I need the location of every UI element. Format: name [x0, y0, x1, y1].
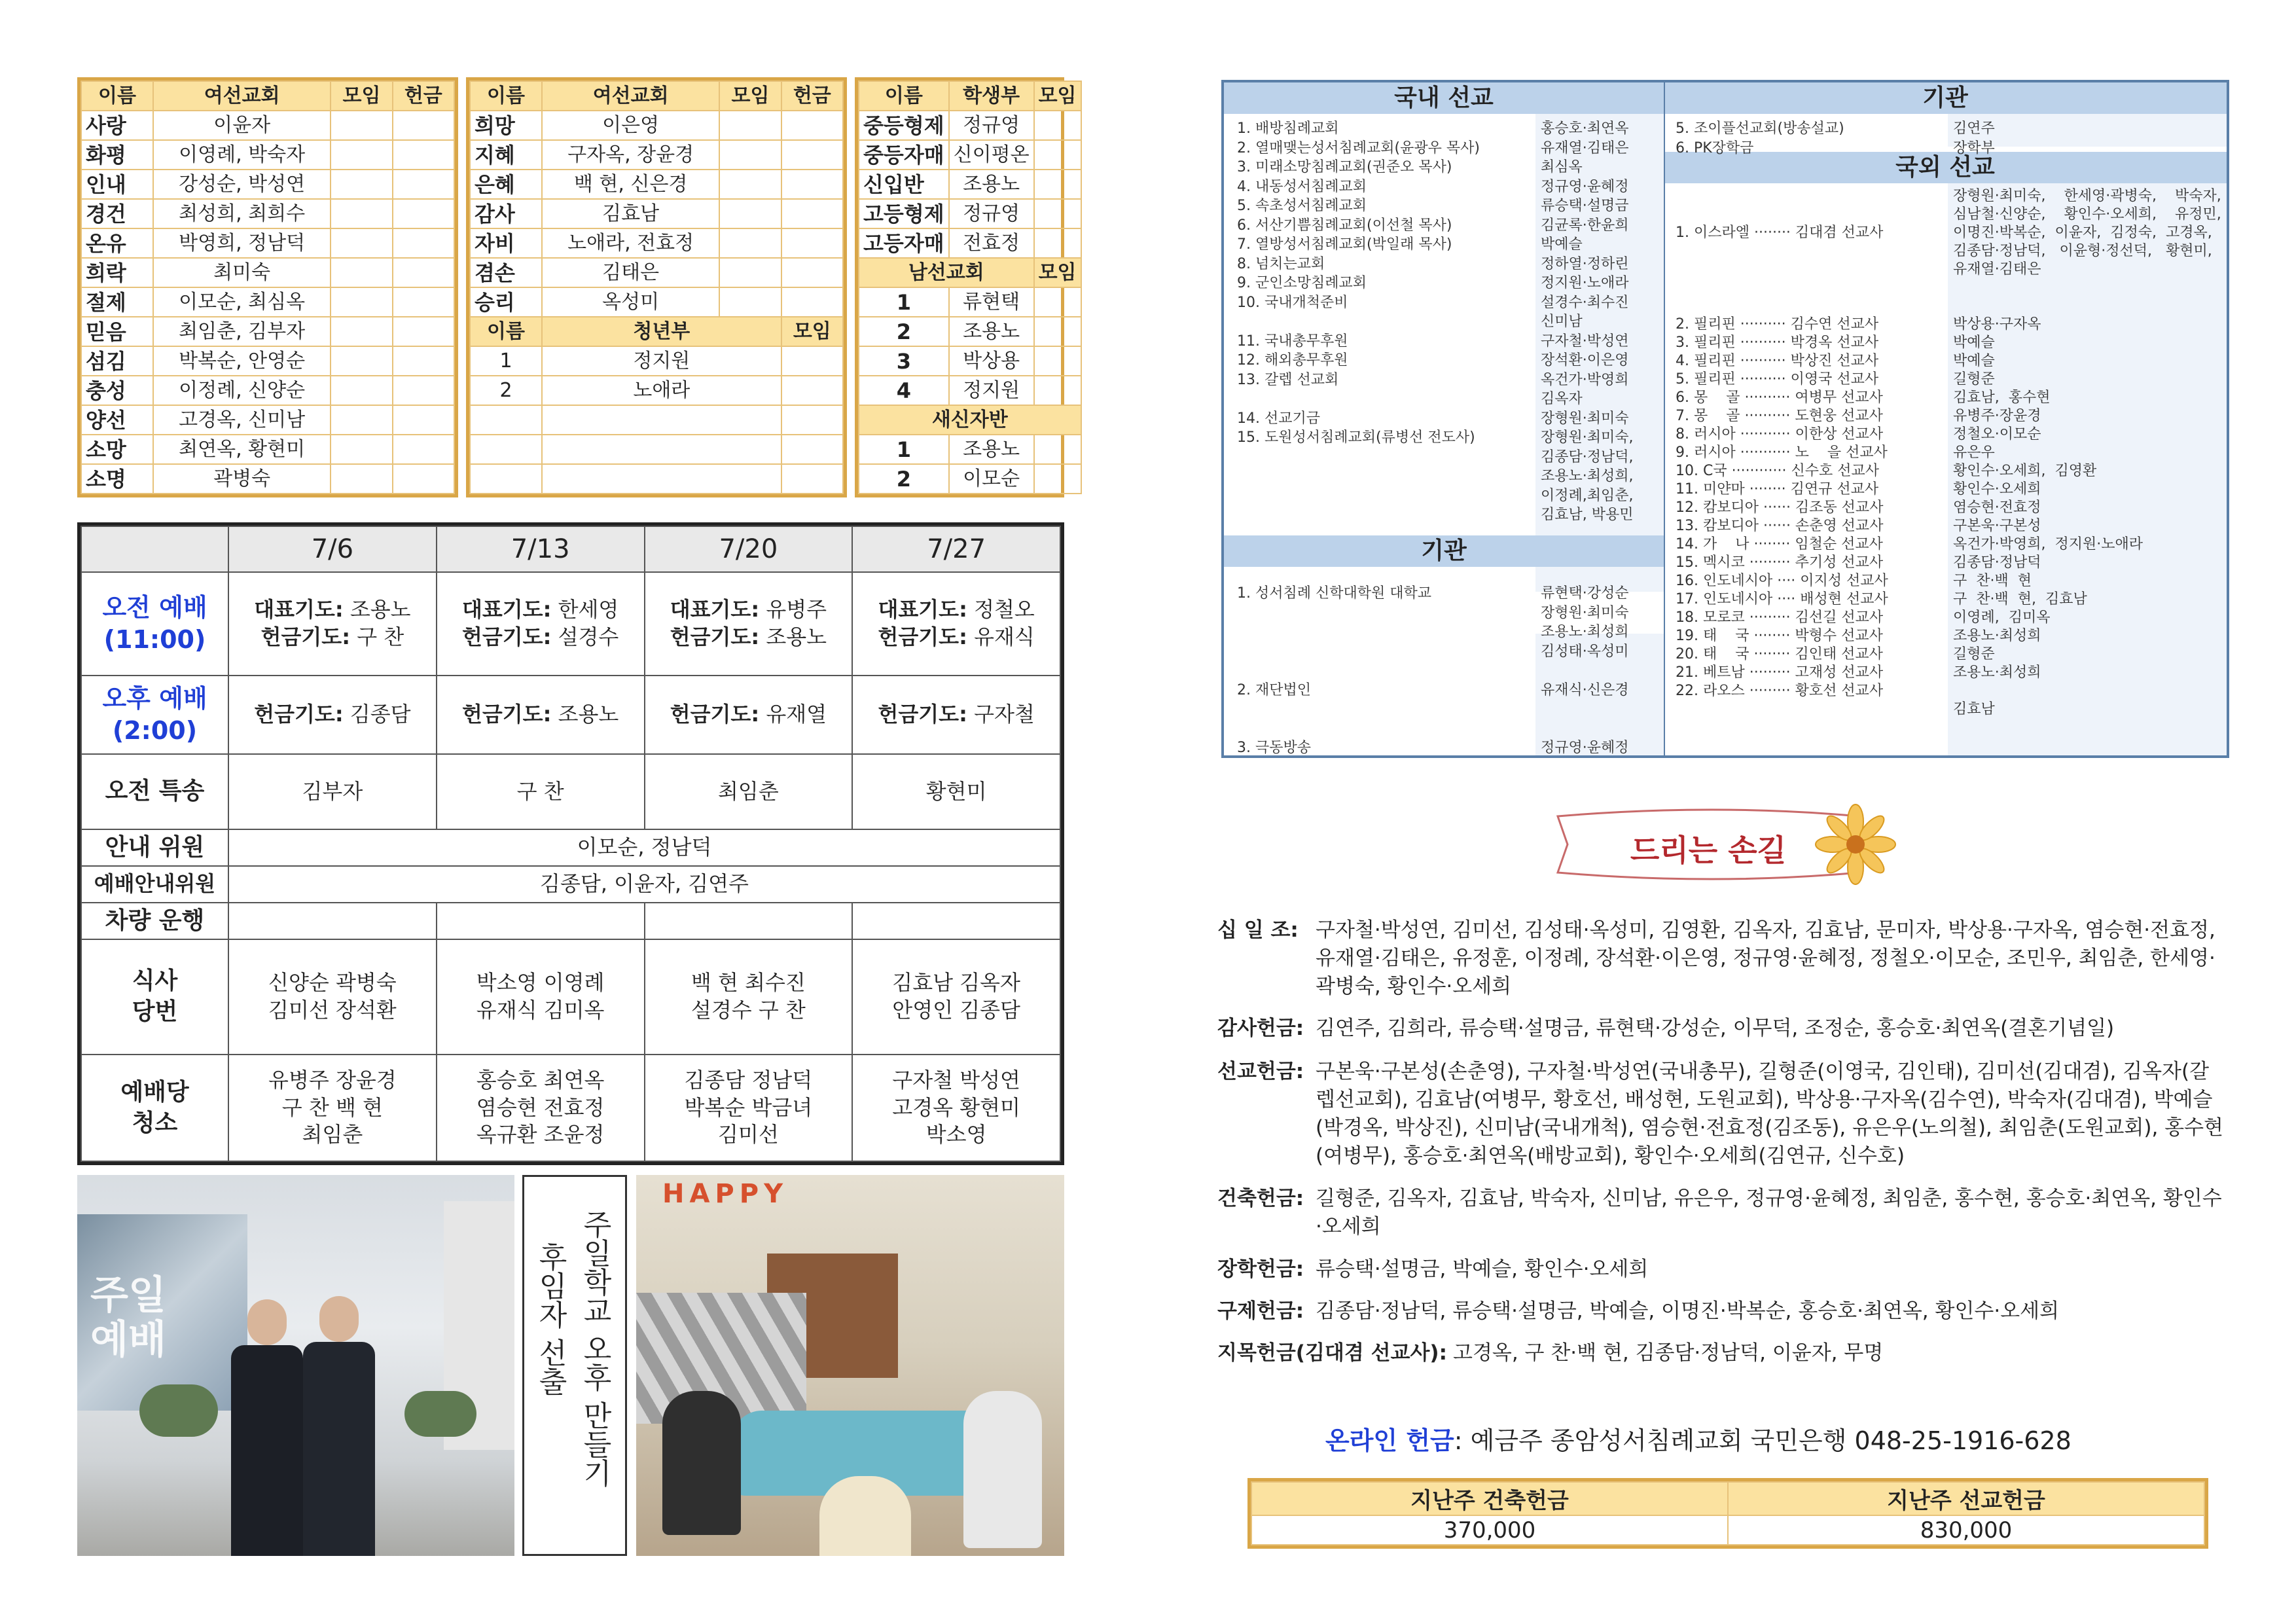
table-header: 이름 — [81, 81, 153, 111]
attendance-cell — [719, 111, 781, 140]
group-name: 은혜 — [470, 170, 542, 199]
car-label: 차량 운행 — [81, 903, 228, 939]
table-row — [859, 199, 1081, 228]
offering-cell — [781, 140, 843, 170]
org-names-bottom: 류현택·강성순 장형원·최미숙 조용노·최성희 김성태·옥성미 유재식·신은경 정규영·윤혜정 — [1541, 585, 1629, 756]
online-giving — [1325, 1420, 2242, 1456]
newcomer-number: 2 — [859, 464, 949, 494]
worship-schedule — [77, 522, 1064, 1165]
attendance-cell — [719, 287, 781, 317]
meal-cell: 박소영 이영례 유재식 김미옥 — [437, 939, 645, 1055]
attendance-cell — [1034, 376, 1081, 405]
group-members: 박영희, 정남덕 — [153, 228, 331, 258]
giving-label: 장학헌금: — [1217, 1257, 1304, 1281]
giving-item — [1217, 1339, 2225, 1369]
group-members: 김효남 — [542, 199, 719, 228]
empty-cell — [470, 435, 542, 464]
photo-banner: HAPPY — [662, 1179, 789, 1209]
meal-cell: 백 현 최수진 설경수 구 찬 — [645, 939, 853, 1055]
table-row — [81, 170, 454, 199]
table-row — [470, 170, 843, 199]
group-name: 경건 — [81, 199, 153, 228]
group-members: 노애라, 전효정 — [542, 228, 719, 258]
schedule-date: 7/13 — [437, 526, 645, 572]
photo-child — [963, 1391, 1042, 1548]
empty-cell — [781, 405, 843, 435]
cleaning-cell: 유병주 장윤경 구 찬 백 현 최임춘 — [228, 1055, 437, 1161]
class-teacher: 정규영 — [949, 111, 1034, 140]
table-row — [81, 140, 454, 170]
youth-member: 정지원 — [542, 346, 781, 376]
am-service-cell: 대표기도: 유병주 헌금기도: 조용노 — [645, 572, 853, 676]
table-row — [859, 317, 1081, 346]
attendance-cell — [781, 346, 843, 376]
group-name: 절제 — [81, 287, 153, 317]
am-service-cell: 대표기도: 조용노 헌금기도: 구 찬 — [228, 572, 437, 676]
table-header: 모임 — [331, 81, 392, 111]
group-members: 이은영 — [542, 111, 719, 140]
group-name: 소명 — [81, 464, 153, 494]
attendance-cell — [331, 464, 392, 494]
offering-cell — [393, 140, 454, 170]
group-members: 강성순, 박성연 — [153, 170, 331, 199]
table-row — [859, 435, 1081, 464]
attendance-cell — [1034, 317, 1081, 346]
empty-cell — [470, 405, 542, 435]
cleaning-label: 예배당 청소 — [81, 1055, 228, 1161]
table-header: 헌금 — [393, 81, 454, 111]
youth-number: 1 — [470, 346, 542, 376]
men-number: 3 — [859, 346, 949, 376]
giving-text: 고경옥, 구 찬·백 현, 김종담·정남덕, 이윤자, 무명 — [1453, 1341, 1884, 1365]
giving-text: 류승택·설명금, 박예슬, 황인수·오세희 — [1316, 1257, 1649, 1281]
class-teacher: 전효정 — [949, 228, 1034, 258]
table-row — [81, 81, 454, 111]
group-members: 이윤자 — [153, 111, 331, 140]
photo-child — [819, 1476, 911, 1556]
group-name: 자비 — [470, 228, 542, 258]
online-label: 온라인 헌금 — [1325, 1426, 1454, 1455]
offering-cell — [781, 111, 843, 140]
cleaning-cell: 홍승호 최연옥 염승현 전효정 옥규환 조윤정 — [437, 1055, 645, 1161]
schedule-date: 7/20 — [645, 526, 853, 572]
youth-header: 이름 — [470, 317, 542, 346]
giving-text: 김종담·정남덕, 류승택·설명금, 박예슬, 이명진·박복순, 홍승호·최연옥, 황인수·오세희 — [1316, 1299, 2060, 1323]
attendance-cell — [331, 405, 392, 435]
photo-plant — [404, 1391, 476, 1437]
newcomer-header: 새신자반 — [859, 405, 1081, 435]
youth-header: 모임 — [781, 317, 843, 346]
table-row — [859, 140, 1081, 170]
schedule-date: 7/6 — [228, 526, 437, 572]
group-name: 희망 — [470, 111, 542, 140]
student-men-table — [855, 77, 1077, 497]
men-header: 남선교회 — [859, 258, 1034, 287]
table-row — [859, 111, 1081, 140]
attendance-cell — [719, 140, 781, 170]
offering-cell — [393, 435, 454, 464]
table-row — [470, 140, 843, 170]
group-members: 김태은 — [542, 258, 719, 287]
cleaning-cell: 구자철 박성연 고경옥 황현미 박소영 — [852, 1055, 1060, 1161]
attendance-cell — [331, 376, 392, 405]
attendance-cell — [331, 287, 392, 317]
group-members: 고경옥, 신미남 — [153, 405, 331, 435]
group-members: 최임춘, 김부자 — [153, 317, 331, 346]
offering-cell — [393, 317, 454, 346]
table-header: 모임 — [1034, 81, 1081, 111]
attendance-cell — [719, 228, 781, 258]
giving-label: 구제헌금: — [1217, 1299, 1304, 1323]
giving-label: 감사헌금: — [1217, 1017, 1304, 1040]
table-row — [470, 228, 843, 258]
table-header: 여선교회 — [542, 81, 719, 111]
am-service-cell: 대표기도: 정철오 헌금기도: 유재식 — [852, 572, 1060, 676]
table-row — [470, 81, 843, 111]
last-week-totals — [1247, 1478, 2208, 1549]
table-row — [81, 435, 454, 464]
special-song-cell: 구 찬 — [437, 754, 645, 829]
giving-item — [1217, 1058, 2225, 1202]
women-mission-table-2 — [466, 77, 847, 497]
photo-pastors — [77, 1175, 514, 1556]
table-row — [859, 376, 1081, 405]
attendance-cell — [331, 199, 392, 228]
newcomer-member: 조용노 — [949, 435, 1034, 464]
offering-cell — [393, 405, 454, 435]
guide-cell: 김종담, 이윤자, 김연주 — [228, 866, 1060, 903]
newcomer-member: 이모순 — [949, 464, 1034, 494]
men-member: 조용노 — [949, 317, 1034, 346]
offering-cell — [393, 228, 454, 258]
table-header: 이름 — [470, 81, 542, 111]
table-header: 학생부 — [949, 81, 1034, 111]
giving-text: 김연주, 김희라, 류승택·설명금, 류현택·강성순, 이무덕, 조정순, 홍승호·최연옥(결혼기념일) — [1316, 1017, 2115, 1040]
domestic-header: 국내 선교 — [1224, 82, 1664, 114]
class-teacher: 신이평온 — [949, 140, 1034, 170]
giving-item — [1217, 1255, 2225, 1285]
table-row — [859, 258, 1081, 287]
group-members: 곽병숙 — [153, 464, 331, 494]
group-name: 인내 — [81, 170, 153, 199]
class-teacher: 조용노 — [949, 170, 1034, 199]
pm-service-label: 오후 예배 (2:00) — [81, 676, 228, 754]
men-member: 정지원 — [949, 376, 1034, 405]
group-members: 박복순, 안영순 — [153, 346, 331, 376]
table-row — [81, 346, 454, 376]
group-name: 믿음 — [81, 317, 153, 346]
table-row — [81, 287, 454, 317]
org-list-bottom: 1. 성서침례 신학대학원 대학교 2. 재단법인 3. 극동방송 — [1237, 585, 1431, 756]
group-members: 이정례, 신양순 — [153, 376, 331, 405]
table-row — [81, 464, 454, 494]
overseas-list: 1. 이스라엘 ········ 김대겸 선교사 2. 필리핀 ·········· 김수연 선교사 3. 필리핀 ·········· 박경옥 선교사 4. 필리핀 ·········· 박상진 선교사 5. 필리핀 ·········· 이영국 선교사 6. 몽 골 ·········· 여병무 선교사 7. 몽 골 ·········· 도현웅 선교사 8. 러시아 ··········· 이한상 선교사 9. 러시아 ··········· 노 을 선교사 10. C국 ············ 신수호 선교사 11. 미얀마 ········ 김연규 선교사 12. 캄보디아 ······ 김조동 선교사 13. 캄보디아 ······ 손춘영 선교사 14. 가 나 ········ 임철순 선교사 15. 멕시코 ········· 추기성 선교사 16. 인도네시아 ···· 이지성 선교사 17. 인도네시아 ···· 배성현 선교사 18. 모로코 ········· 김선길 선교사 19. 태 국 ········ 박형수 선교사 20. 태 국 ········ 김인태 선교사 21. 베트남 ········· 고재성 선교사 22. 라오스 ········· 황호선 선교사 — [1676, 225, 1888, 699]
attendance-cell — [331, 317, 392, 346]
table-row — [81, 228, 454, 258]
table-row — [859, 405, 1081, 435]
divider — [1664, 82, 1665, 757]
group-name: 희락 — [81, 258, 153, 287]
giving-label: 십 일 조: — [1217, 918, 1299, 942]
attendance-cell — [1034, 346, 1081, 376]
special-song-cell: 김부자 — [228, 754, 437, 829]
table-row — [859, 228, 1081, 258]
offering-cell — [393, 464, 454, 494]
group-name: 화평 — [81, 140, 153, 170]
special-song-label: 오전 특송 — [81, 754, 228, 829]
group-members: 이모순, 최심옥 — [153, 287, 331, 317]
offering-cell — [781, 170, 843, 199]
org-list-top: 5. 조이플선교회(방송설교) 6. PK장학금 — [1676, 120, 1844, 156]
attendance-cell — [1034, 140, 1081, 170]
attendance-cell — [719, 170, 781, 199]
table-header: 모임 — [719, 81, 781, 111]
group-name: 양선 — [81, 405, 153, 435]
meal-label: 식사 당번 — [81, 939, 228, 1055]
domestic-names: 홍승호·최연옥 유재열·김태은 최심옥 정규영·윤혜정 류승택·설명금 김균록·한윤희 박예슬 정하열·정하린 정지원·노애라 설경수·최수진 신미남 구자철·박성연 장석환·이은영 옥건가·박영희 김옥자 장형원·최미숙 장형원·최미숙, 김종담·정남덕, 조용노·최성희, 이정례,최임춘, 김효남, 박용민 — [1541, 120, 1634, 523]
group-name: 겸손 — [470, 258, 542, 287]
giving-label: 지목헌금(김대겸 선교사): — [1217, 1341, 1447, 1365]
photo-screen-text: 주일 예배 — [90, 1272, 166, 1363]
offering-cell — [781, 228, 843, 258]
pm-service-cell: 헌금기도: 조용노 — [437, 676, 645, 754]
online-text: : 예금주 종암성서침례교회 국민은행 048-25-1916-628 — [1454, 1426, 2072, 1455]
overseas-names: 장형원·최미숙, 한세영·곽병숙, 박숙자, 심남철·신양순, 황인수·오세희, 유정민, 이명진·박복순, 이윤자, 김정숙, 고경옥, 김종담·정남덕, 이윤형·정선덕, 황현미, 유재열·김태은 박상용·구자옥 박예슬 박예슬 길형준 김효남, 홍수현 유병주·장윤경 정철오·이모순 유은우 황인수·오세희, 김영환 황인수·오세희 염승현·전효정 구본욱·구본성 옥건가·박영희, 정지원·노애라 김종담·정남덕 구 찬·백 현 구 찬·백 현, 김효남 이영례, 김미옥 조용노·최성희 길형준 조용노·최성희 김효남 — [1953, 188, 2221, 717]
group-members: 이영례, 박숙자 — [153, 140, 331, 170]
men-number: 4 — [859, 376, 949, 405]
building-label: 지난주 건축헌금 — [1251, 1482, 1728, 1515]
overseas-header: 국외 선교 — [1664, 152, 2227, 183]
men-number: 2 — [859, 317, 949, 346]
table-row — [470, 346, 843, 376]
giving-title: 드리는 손길 — [1630, 833, 1787, 868]
offering-cell — [393, 346, 454, 376]
group-name: 충성 — [81, 376, 153, 405]
group-members: 구자옥, 장윤경 — [542, 140, 719, 170]
table-row — [470, 435, 843, 464]
car-cell — [437, 903, 645, 939]
attendance-cell — [1034, 170, 1081, 199]
caption-2: 주일학교 오후 만들기 — [578, 1210, 611, 1487]
attendance-cell — [1034, 111, 1081, 140]
men-number: 1 — [859, 287, 949, 317]
car-cell — [645, 903, 853, 939]
table-row — [859, 287, 1081, 317]
pm-service-cell: 헌금기도: 김종담 — [228, 676, 437, 754]
attendance-cell — [1034, 287, 1081, 317]
group-members: 옥성미 — [542, 287, 719, 317]
special-song-cell: 최임춘 — [645, 754, 853, 829]
offering-cell — [393, 111, 454, 140]
table-row — [470, 405, 843, 435]
mission-label: 지난주 선교헌금 — [1728, 1482, 2204, 1515]
caption-1: 후임자 선출 — [533, 1242, 567, 1396]
giving-label: 건축헌금: — [1217, 1187, 1304, 1210]
table-row — [859, 81, 1081, 111]
table-row — [81, 258, 454, 287]
table-header: 이름 — [859, 81, 949, 111]
table-row — [81, 111, 454, 140]
schedule-date: 7/27 — [852, 526, 1060, 572]
photo-person — [303, 1296, 375, 1556]
mission-amount: 830,000 — [1728, 1515, 2204, 1545]
group-name: 승리 — [470, 287, 542, 317]
offering-cell — [781, 287, 843, 317]
group-name: 소망 — [81, 435, 153, 464]
empty-cell — [781, 464, 843, 494]
offering-cell — [393, 199, 454, 228]
empty-cell — [542, 435, 781, 464]
giving-text: 길형준, 김옥자, 김효남, 박숙자, 신미남, 유은우, 정규영·윤혜정, 최임춘, 홍수현, 홍승호·최연옥, 황인수·오세희 — [1316, 1187, 2222, 1238]
group-name: 지혜 — [470, 140, 542, 170]
table-row — [81, 317, 454, 346]
photo-caption-box — [522, 1175, 627, 1556]
giving-item — [1217, 916, 2225, 1001]
table-row — [81, 405, 454, 435]
men-member: 류현택 — [949, 287, 1034, 317]
building-amount: 370,000 — [1251, 1515, 1728, 1545]
attendance-cell — [331, 346, 392, 376]
empty-cell — [781, 435, 843, 464]
youth-member: 노애라 — [542, 376, 781, 405]
offering-cell — [781, 258, 843, 287]
meal-cell: 김효남 김옥자 안영인 김종담 — [852, 939, 1060, 1055]
table-row — [470, 317, 843, 346]
group-members: 최연옥, 황현미 — [153, 435, 331, 464]
table-row — [470, 287, 843, 317]
attendance-cell — [331, 258, 392, 287]
class-name: 중등형제 — [859, 111, 949, 140]
group-name: 감사 — [470, 199, 542, 228]
group-members: 백 현, 신은경 — [542, 170, 719, 199]
am-service-label: 오전 예배 (11:00) — [81, 572, 228, 676]
org-header-bottom: 기관 — [1224, 535, 1664, 567]
special-song-cell: 황현미 — [852, 754, 1060, 829]
group-members: 최성희, 최희수 — [153, 199, 331, 228]
photo-child — [662, 1391, 741, 1535]
usher-cell: 이모순, 정남덕 — [228, 829, 1060, 866]
group-name: 사랑 — [81, 111, 153, 140]
attendance-cell — [719, 258, 781, 287]
photo-person — [231, 1299, 303, 1556]
women-mission-table-1 — [77, 77, 458, 497]
class-name: 중등자매 — [859, 140, 949, 170]
youth-number: 2 — [470, 376, 542, 405]
giving-text: 구자철·박성연, 김미선, 김성태·옥성미, 김영환, 김옥자, 김효남, 문미자, 박상용·구자옥, 염승현·전효정, 유재열·김태은, 유정훈, 이정례, 장석환·이은영, 정규영·윤혜정, 정철오·이모순, 조민우, 최임춘, 한세영·곽병숙, 황인수·오세희 — [1316, 918, 2215, 998]
table-row — [81, 376, 454, 405]
offering-cell — [393, 258, 454, 287]
pm-service-cell: 헌금기도: 구자철 — [852, 676, 1060, 754]
offering-cell — [393, 376, 454, 405]
car-cell — [852, 903, 1060, 939]
schedule-header-row — [81, 526, 1060, 572]
photo-sunday-school — [636, 1175, 1064, 1556]
am-service-cell: 대표기도: 한세영 헌금기도: 설경수 — [437, 572, 645, 676]
class-teacher: 정규영 — [949, 199, 1034, 228]
table-row — [470, 258, 843, 287]
attendance-cell — [331, 140, 392, 170]
table-row — [859, 464, 1081, 494]
attendance-cell — [331, 170, 392, 199]
attendance-cell — [781, 376, 843, 405]
attendance-cell — [1034, 435, 1081, 464]
giving-item — [1217, 1015, 2225, 1044]
attendance-cell — [331, 435, 392, 464]
attendance-cell — [1034, 199, 1081, 228]
schedule-corner — [81, 526, 228, 572]
meal-cell: 신양순 곽병숙 김미선 장석환 — [228, 939, 437, 1055]
table-row — [470, 464, 843, 494]
attendance-cell — [719, 199, 781, 228]
attendance-cell — [1034, 228, 1081, 258]
class-name: 고등자매 — [859, 228, 949, 258]
offering-cell — [781, 199, 843, 228]
giving-label: 선교헌금: — [1217, 1060, 1304, 1083]
mission-support-box — [1221, 80, 2229, 758]
table-row — [470, 111, 843, 140]
giving-text: 구본욱·구본성(손춘영), 구자철·박성연(국내총무), 길형준(이영국, 김인태), 김미선(김대겸), 김옥자(갈렙선교회), 김효남(여병무, 황호선, 배성현, 도원교회), 박상용·구자옥(김수연), 박숙자(김대겸), 박예슬(박경옥, 박상진), 신미남(국내개척), 염승현·전효정(김조동), 유은우(노의철), 최임춘(도원교회), 홍수현(여병무), 홍승호·최연옥(배방교회), 황인수·오세희(김연규, 신수호) — [1316, 1060, 2223, 1168]
empty-cell — [542, 405, 781, 435]
group-name: 섬김 — [81, 346, 153, 376]
empty-cell — [542, 464, 781, 494]
table-row — [859, 170, 1081, 199]
table-row — [470, 376, 843, 405]
attendance-cell — [331, 111, 392, 140]
flower-icon — [1813, 802, 1898, 887]
table-row — [81, 199, 454, 228]
class-name: 고등형제 — [859, 199, 949, 228]
giving-item — [1217, 1297, 2225, 1327]
table-header: 여선교회 — [153, 81, 331, 111]
pm-service-cell: 헌금기도: 유재열 — [645, 676, 853, 754]
org-names-top: 김연주 장학부 — [1953, 120, 1995, 156]
attendance-cell — [331, 228, 392, 258]
giving-list — [1217, 916, 2225, 1388]
men-header: 모임 — [1034, 258, 1081, 287]
photo-plant — [139, 1384, 218, 1437]
group-name: 온유 — [81, 228, 153, 258]
men-member: 박상용 — [949, 346, 1034, 376]
table-row — [859, 346, 1081, 376]
usher-label: 안내 위원 — [81, 829, 228, 866]
org-header-top: 기관 — [1664, 82, 2227, 114]
cleaning-cell: 김종담 정남덕 박복순 박금녀 김미선 — [645, 1055, 853, 1161]
giving-item — [1217, 1185, 2225, 1244]
car-cell — [228, 903, 437, 939]
newcomer-number: 1 — [859, 435, 949, 464]
table-header: 헌금 — [781, 81, 843, 111]
group-members: 최미숙 — [153, 258, 331, 287]
guide-label: 예배안내위원 — [81, 866, 228, 903]
offering-cell — [393, 287, 454, 317]
empty-cell — [470, 464, 542, 494]
attendance-cell — [1034, 464, 1081, 494]
class-name: 신입반 — [859, 170, 949, 199]
giving-title-ribbon — [1551, 808, 1892, 880]
youth-header: 청년부 — [542, 317, 781, 346]
domestic-list: 1. 배방침례교회 2. 열매맺는성서침례교회(윤광우 목사) 3. 미래소망침례교회(권준오 목사) 4. 내동성서침례교회 5. 속초성서침례교회 6. 서산기쁨침례교회(이선철 목사) 7. 열방성서침례교회(박일래 목사) 8. 넘치는교회 9. 군인소망침례교회 10. 국내개척준비 11. 국내총무후원 12. 해외총무후원 13. 갈렙 선교회 14. 선교기금 15. 도원성서침례교회(류병선 전도사) — [1237, 120, 1480, 446]
table-row — [470, 199, 843, 228]
offering-cell — [393, 170, 454, 199]
